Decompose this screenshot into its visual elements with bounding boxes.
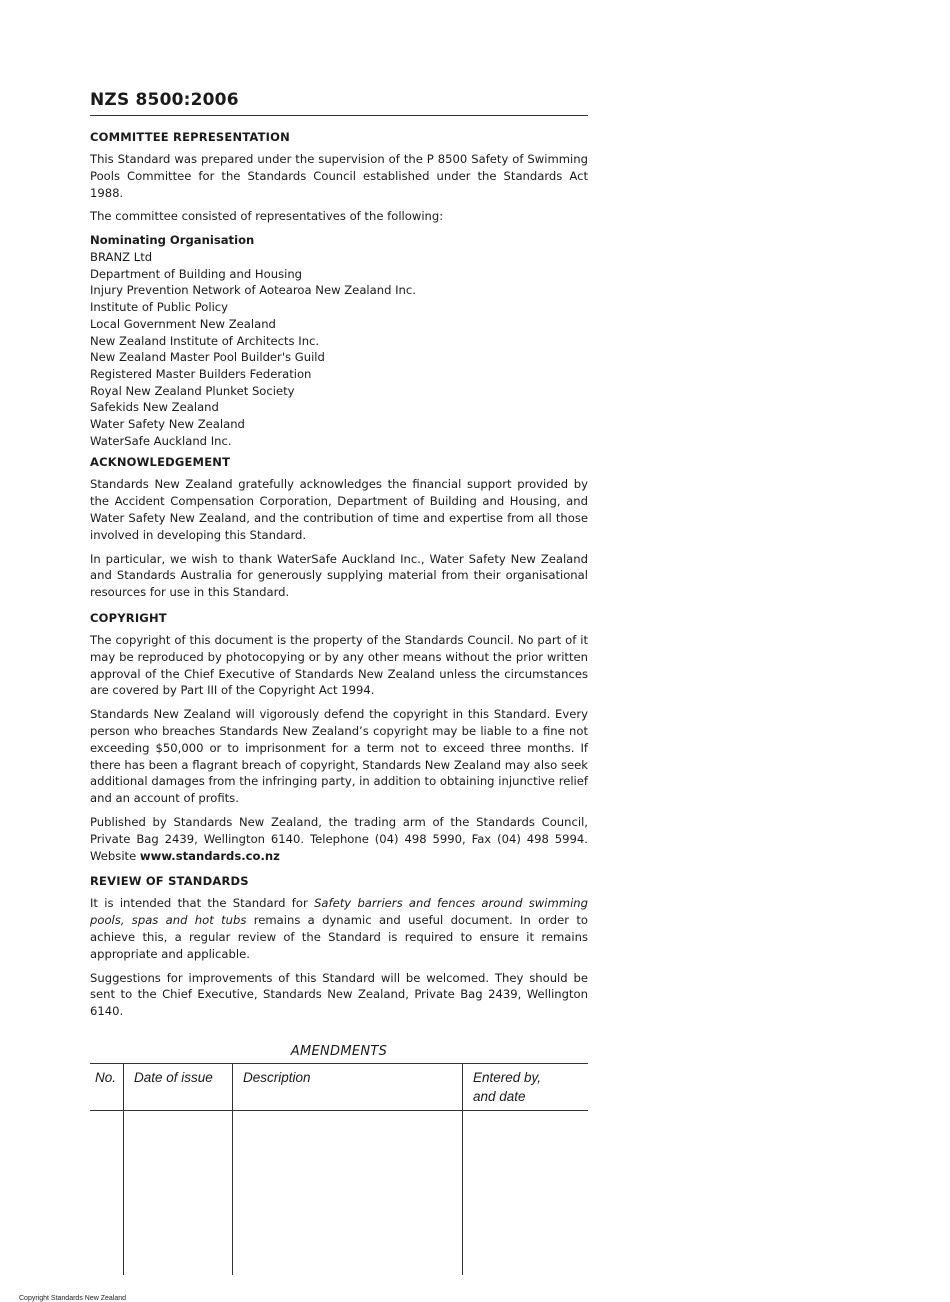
amendments-title: AMENDMENTS — [290, 1043, 388, 1059]
organisation-item: Injury Prevention Network of Aotearoa New Zealand Inc. — [90, 283, 416, 298]
committee-heading: COMMITTEE REPRESENTATION — [90, 130, 290, 144]
table-cell — [90, 1110, 124, 1275]
review-text-pre: It is intended that the Standard for — [90, 896, 308, 911]
copyright-footer: Copyright Standards New Zealand — [19, 1295, 127, 1302]
document-id: NZS 8500:2006 — [90, 90, 588, 116]
standard-title: Safety barriers and fences around swimming pools, spas and hot tubs — [90, 896, 589, 928]
copyright-para-1: The copyright of this document is the property of the Standards Council. No part of it may be reproduced by photocopying or by any other means without the prior written approval of the Chief Executive of Standards New Zealand unless the circumstances are covered by Part III of the Copyright Act 1994. — [90, 633, 588, 698]
organisation-item: BRANZ Ltd — [90, 249, 153, 264]
organisation-item: WaterSafe Auckland Inc. — [90, 433, 232, 448]
review-para-2: Suggestions for improvements of this Standard will be welcomed. They should be sent to the Chief Executive, Standards New Zealand, Private Bag 2439, Wellington 6140. — [90, 970, 588, 1019]
review-text-post: remains a dynamic and useful document. In order to achieve this, a regular review of the Standard is required to ensure it remains appropriate and applicable. — [90, 913, 588, 961]
copyright-heading: COPYRIGHT — [90, 611, 167, 625]
organisation-item: New Zealand Institute of Architects Inc. — [90, 333, 320, 348]
committee-para-2: The committee consisted of representatives of the following: — [90, 209, 444, 224]
organisation-item: Safekids New Zealand — [90, 400, 219, 415]
column-header-description: Description — [233, 1063, 463, 1110]
organisation-item: New Zealand Master Pool Builder's Guild — [90, 350, 325, 365]
column-header-date-of-issue: Date of issue — [124, 1063, 233, 1110]
nominating-organisation-heading: Nominating Organisation — [90, 233, 255, 248]
organisation-list — [90, 249, 588, 449]
copyright-para-2: Standards New Zealand will vigorously defend the copyright in this Standard. Every person who breaches Standards New Zealand’s copyright may be liable to a fine not exceeding $50,000 or to imprisonment for a term not to exceed three months. If there has been a flagrant breach of copyright, Standards New Zealand may also seek additional damages from the infringing party, in addition to obtaining injunctive relief and an account of profits. — [90, 707, 588, 806]
table-row — [90, 1110, 588, 1275]
table-cell — [124, 1110, 233, 1275]
entered-by-label: Entered by, — [473, 1069, 542, 1085]
publisher-text: Published by Standards New Zealand, the trading arm of the Standards Council, Private Bag 2439, Wellington 6140. Telephone (04) 498 5990, Fax (04) 498 5994. Website — [90, 814, 588, 863]
document-page — [90, 90, 588, 1275]
organisation-item: Royal New Zealand Plunket Society — [90, 383, 295, 398]
organisation-item: Institute of Public Policy — [90, 300, 229, 315]
organisation-item: Water Safety New Zealand — [90, 417, 245, 432]
table-cell — [463, 1110, 589, 1275]
column-header-no: No. — [90, 1063, 124, 1110]
review-para-1 — [90, 895, 588, 962]
review-heading: REVIEW OF STANDARDS — [90, 874, 249, 889]
organisation-item: Department of Building and Housing — [90, 266, 303, 281]
table-cell — [233, 1110, 463, 1275]
website-link[interactable]: www.standards.co.nz — [139, 848, 280, 863]
column-header-entered-by — [463, 1063, 589, 1110]
acknowledgement-para-2: In particular, we wish to thank WaterSafe Auckland Inc., Water Safety New Zealand and Standards Australia for generously supplying material from their organisational resources for use in this Standard. — [90, 551, 588, 600]
organisation-item: Local Government New Zealand — [90, 316, 276, 331]
committee-para-1: This Standard was prepared under the supervision of the P 8500 Safety of Swimming Pools Committee for the Standards Council established under the Standards Act 1988. — [90, 152, 588, 200]
and-date-label: and date — [473, 1088, 526, 1104]
amendments-header-row — [90, 1063, 588, 1110]
acknowledgement-heading: ACKNOWLEDGEMENT — [90, 455, 231, 470]
organisation-item: Registered Master Builders Federation — [90, 366, 312, 381]
amendments-table — [90, 1063, 588, 1275]
copyright-para-3 — [90, 814, 588, 864]
acknowledgement-para-1: Standards New Zealand gratefully acknowledges the financial support provided by the Accident Compensation Corporation, Department of Building and Housing, and Water Safety New Zealand, and the contribution of time and expertise from all those involved in developing this Standard. — [90, 477, 588, 542]
